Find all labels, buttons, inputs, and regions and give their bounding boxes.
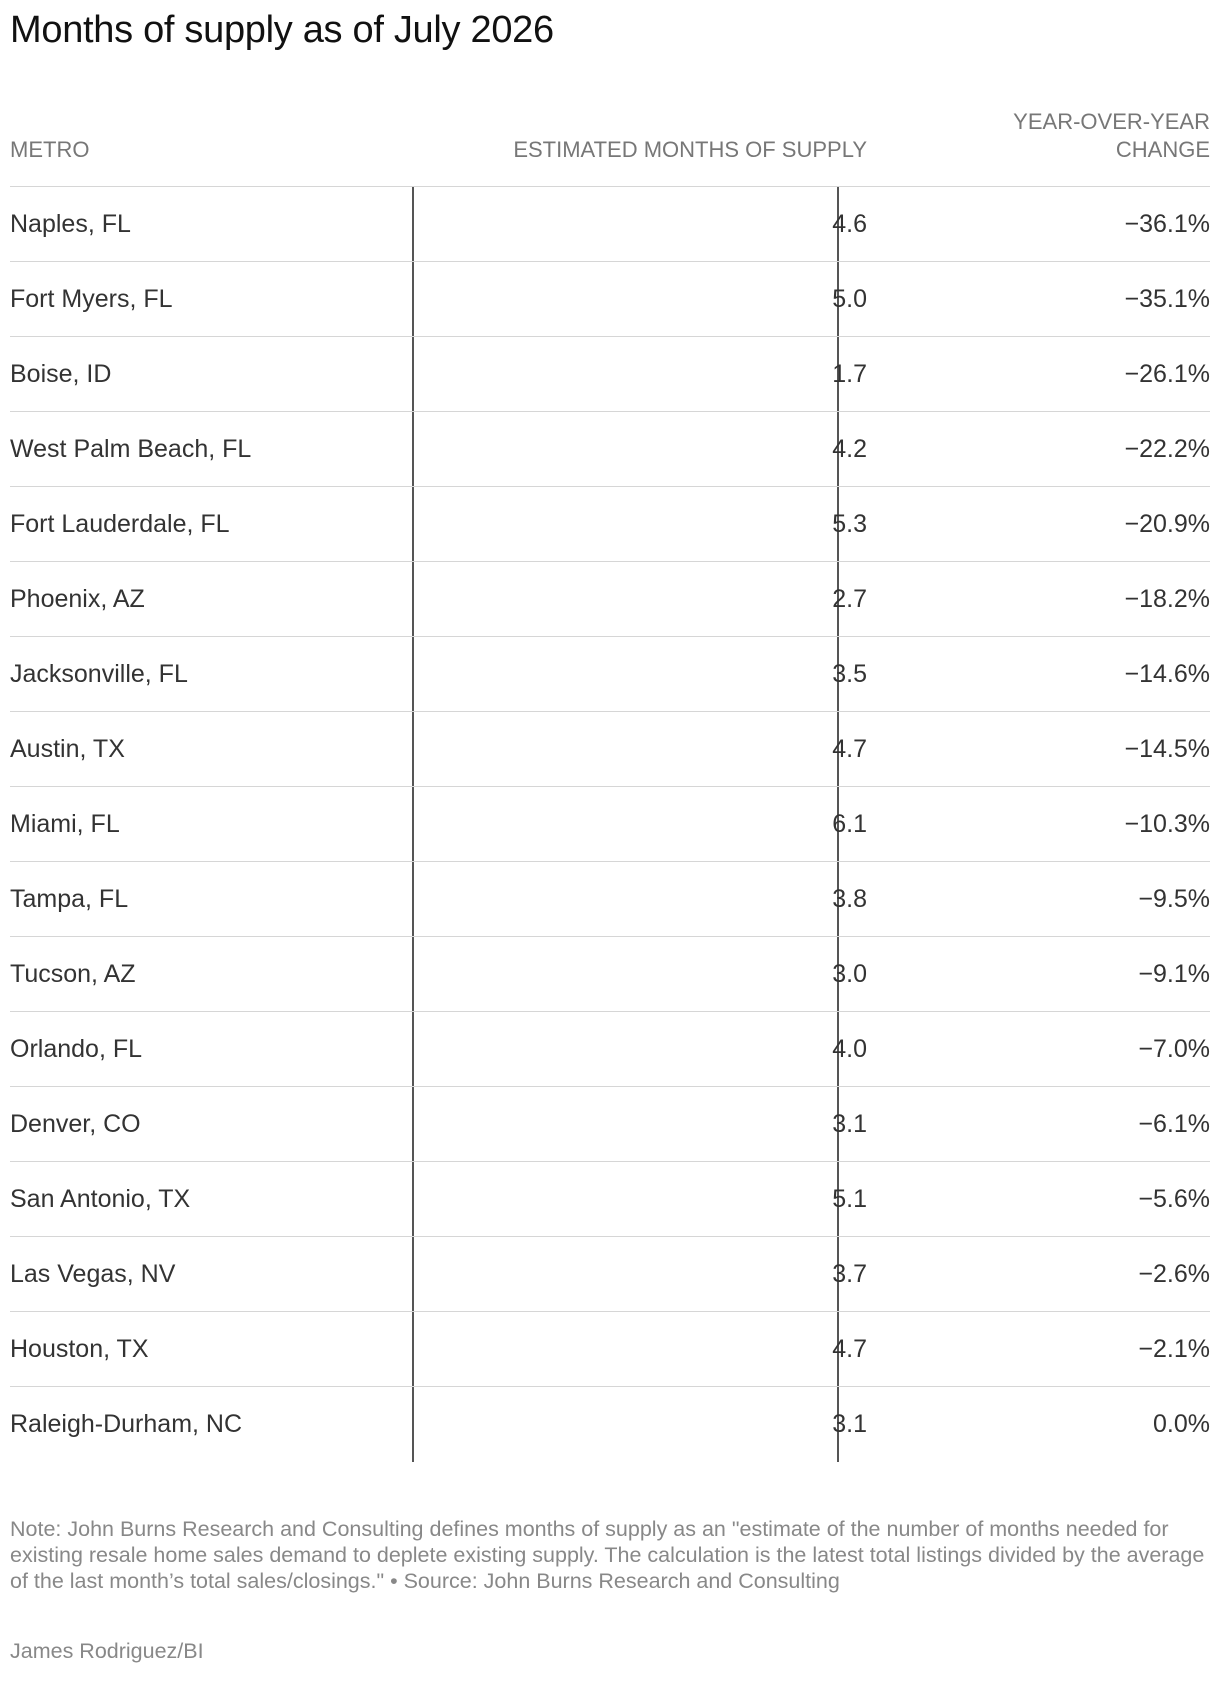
cell-yoy: −2.1% <box>1138 1335 1210 1363</box>
cell-supply: 3.8 <box>832 885 867 913</box>
table-header <box>10 104 1210 186</box>
cell-metro: Naples, FL <box>10 210 131 238</box>
table-row <box>10 787 1210 862</box>
cell-yoy: −7.0% <box>1138 1035 1210 1063</box>
cell-supply: 3.5 <box>832 660 867 688</box>
cell-yoy: −6.1% <box>1138 1110 1210 1138</box>
credit: James Rodriguez/BI <box>10 1639 204 1663</box>
table-row <box>10 262 1210 337</box>
data-table <box>10 104 1210 1462</box>
cell-metro: Tucson, AZ <box>10 960 136 988</box>
cell-supply: 5.1 <box>832 1185 867 1213</box>
table-row <box>10 1087 1210 1162</box>
cell-supply: 3.1 <box>832 1410 867 1438</box>
cell-yoy: −35.1% <box>1124 285 1210 313</box>
cell-metro: Denver, CO <box>10 1110 141 1138</box>
cell-supply: 6.1 <box>832 810 867 838</box>
cell-metro: Fort Myers, FL <box>10 285 173 313</box>
cell-yoy: 0.0% <box>1153 1410 1210 1438</box>
cell-metro: Jacksonville, FL <box>10 660 188 688</box>
cell-yoy: −14.6% <box>1124 660 1210 688</box>
table-row <box>10 862 1210 937</box>
cell-metro: Orlando, FL <box>10 1035 143 1063</box>
cell-yoy: −36.1% <box>1124 210 1210 238</box>
page-title: Months of supply as of July 2026 <box>10 9 554 51</box>
table-row <box>10 1387 1210 1462</box>
cell-yoy: −20.9% <box>1124 510 1210 538</box>
cell-supply: 4.7 <box>832 1335 867 1363</box>
cell-supply: 2.7 <box>832 585 867 613</box>
table-row <box>10 1162 1210 1237</box>
cell-supply: 3.0 <box>832 960 867 988</box>
table-row <box>10 712 1210 787</box>
cell-yoy: −9.1% <box>1138 960 1210 988</box>
cell-metro: Miami, FL <box>10 810 120 838</box>
footnote: Note: John Burns Research and Consulting defines months of supply as an "estimate of the number of months needed for existing resale home sales demand to deplete existing supply. The calculation is the latest total listings divided by the average of the last month’s total sales/closings." • Source: John Burns Research and Consulting <box>10 1517 1205 1593</box>
table-row <box>10 337 1210 412</box>
cell-supply: 4.6 <box>832 210 867 238</box>
table-body <box>10 186 1210 1462</box>
cell-yoy: −10.3% <box>1124 810 1210 838</box>
cell-supply: 3.1 <box>832 1110 867 1138</box>
cell-metro: Boise, ID <box>10 360 112 388</box>
cell-yoy: −2.6% <box>1138 1260 1210 1288</box>
cell-yoy: −5.6% <box>1138 1185 1210 1213</box>
cell-metro: Phoenix, AZ <box>10 585 145 613</box>
cell-metro: Fort Lauderdale, FL <box>10 510 230 538</box>
cell-metro: Las Vegas, NV <box>10 1260 176 1288</box>
cell-supply: 1.7 <box>832 360 867 388</box>
cell-yoy: −18.2% <box>1124 585 1210 613</box>
column-header-yoy: YEAR-OVER-YEAR CHANGE <box>1013 109 1210 162</box>
column-header-metro: METRO <box>10 137 90 162</box>
cell-metro: San Antonio, TX <box>10 1185 191 1213</box>
cell-metro: West Palm Beach, FL <box>10 435 252 463</box>
cell-metro: Austin, TX <box>10 735 125 763</box>
table-row <box>10 187 1210 262</box>
cell-yoy: −9.5% <box>1138 885 1210 913</box>
column-header-supply: ESTIMATED MONTHS OF SUPPLY <box>513 137 867 162</box>
cell-yoy: −22.2% <box>1124 435 1210 463</box>
cell-yoy: −14.5% <box>1124 735 1210 763</box>
table-row <box>10 412 1210 487</box>
cell-yoy: −26.1% <box>1124 360 1210 388</box>
cell-metro: Raleigh-Durham, NC <box>10 1410 243 1438</box>
cell-supply: 5.3 <box>832 510 867 538</box>
cell-supply: 5.0 <box>832 285 867 313</box>
table-row <box>10 1312 1210 1387</box>
cell-supply: 4.0 <box>832 1035 867 1063</box>
cell-metro: Houston, TX <box>10 1335 149 1363</box>
table-row <box>10 1237 1210 1312</box>
cell-metro: Tampa, FL <box>10 885 129 913</box>
cell-supply: 4.7 <box>832 735 867 763</box>
cell-supply: 4.2 <box>832 435 867 463</box>
table-row <box>10 1012 1210 1087</box>
table-row <box>10 937 1210 1012</box>
cell-supply: 3.7 <box>832 1260 867 1288</box>
table-row <box>10 637 1210 712</box>
table-row <box>10 562 1210 637</box>
table-row <box>10 487 1210 562</box>
